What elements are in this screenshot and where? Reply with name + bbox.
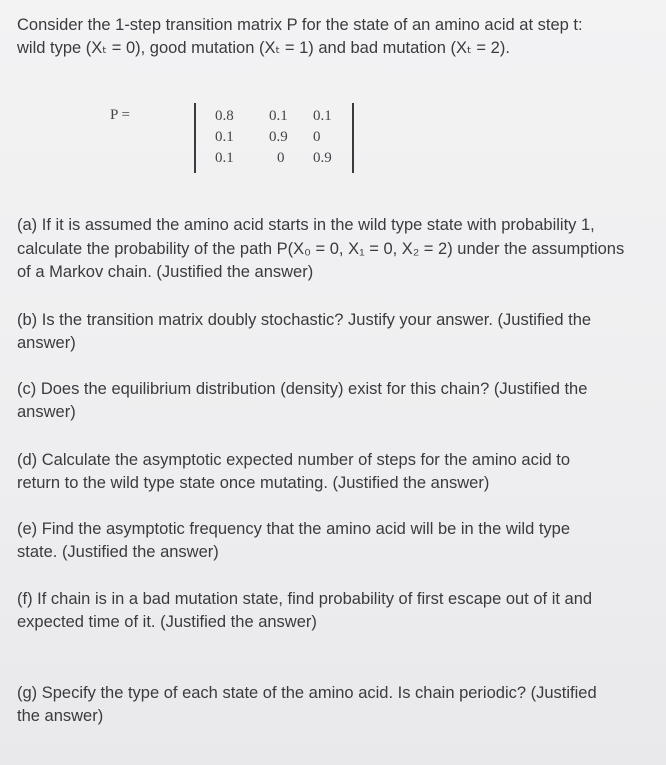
matrix-cell-0-1: 0.1 [269, 108, 288, 124]
question-e-line-1: (e) Find the asymptotic frequency that the amino acid will be in the wild type [17, 520, 571, 538]
question-b-line-2: answer) [17, 334, 76, 352]
matrix-cell-1-0: 0.1 [215, 129, 234, 145]
matrix-cell-2-1: 0 [277, 150, 285, 166]
question-e-line-2: state. (Justified the answer) [17, 543, 219, 561]
question-d-line-2: return to the wild type state once mutating. (Justified the answer) [17, 474, 490, 492]
question-a-line-1: (a) If it is assumed the amino acid starts in the wild type state with probability 1, [17, 216, 595, 234]
matrix-label: P = [110, 107, 130, 123]
matrix-cell-0-0: 0.8 [215, 108, 234, 124]
intro-line-1: Consider the 1-step transition matrix P for the state of an amino acid at step t: [17, 16, 583, 34]
matrix-cell-2-0: 0.1 [215, 150, 234, 166]
question-a-line-3: of a Markov chain. (Justified the answer) [17, 263, 314, 281]
question-c-line-1: (c) Does the equilibrium distribution (density) exist for this chain? (Justified the [17, 380, 588, 398]
question-d-line-1: (d) Calculate the asymptotic expected number of steps for the amino acid to [17, 451, 571, 469]
matrix-left-bar [194, 103, 196, 173]
matrix-cell-0-2: 0.1 [313, 108, 332, 124]
matrix-cell-1-1: 0.9 [269, 129, 288, 145]
question-g-line-2: the answer) [17, 707, 104, 725]
matrix-cell-1-2: 0 [313, 129, 321, 145]
question-g-line-1: (g) Specify the type of each state of the amino acid. Is chain periodic? (Justified [17, 684, 597, 702]
question-c-line-2: answer) [17, 403, 76, 421]
question-f-line-1: (f) If chain is in a bad mutation state, find probability of first escape out of it and [17, 590, 593, 608]
intro-line-2: wild type (Xₜ = 0), good mutation (Xₜ = 1) and bad mutation (Xₜ = 2). [17, 39, 510, 57]
question-f-line-2: expected time of it. (Justified the answer) [17, 613, 317, 631]
question-b-line-1: (b) Is the transition matrix doubly stochastic? Justify your answer. (Justified the [17, 311, 592, 329]
matrix-cell-2-2: 0.9 [313, 150, 332, 166]
matrix-right-bar [352, 103, 354, 173]
question-a-line-2: calculate the probability of the path P(X₀ = 0, X₁ = 0, X₂ = 2) under the assumptions [17, 240, 625, 258]
